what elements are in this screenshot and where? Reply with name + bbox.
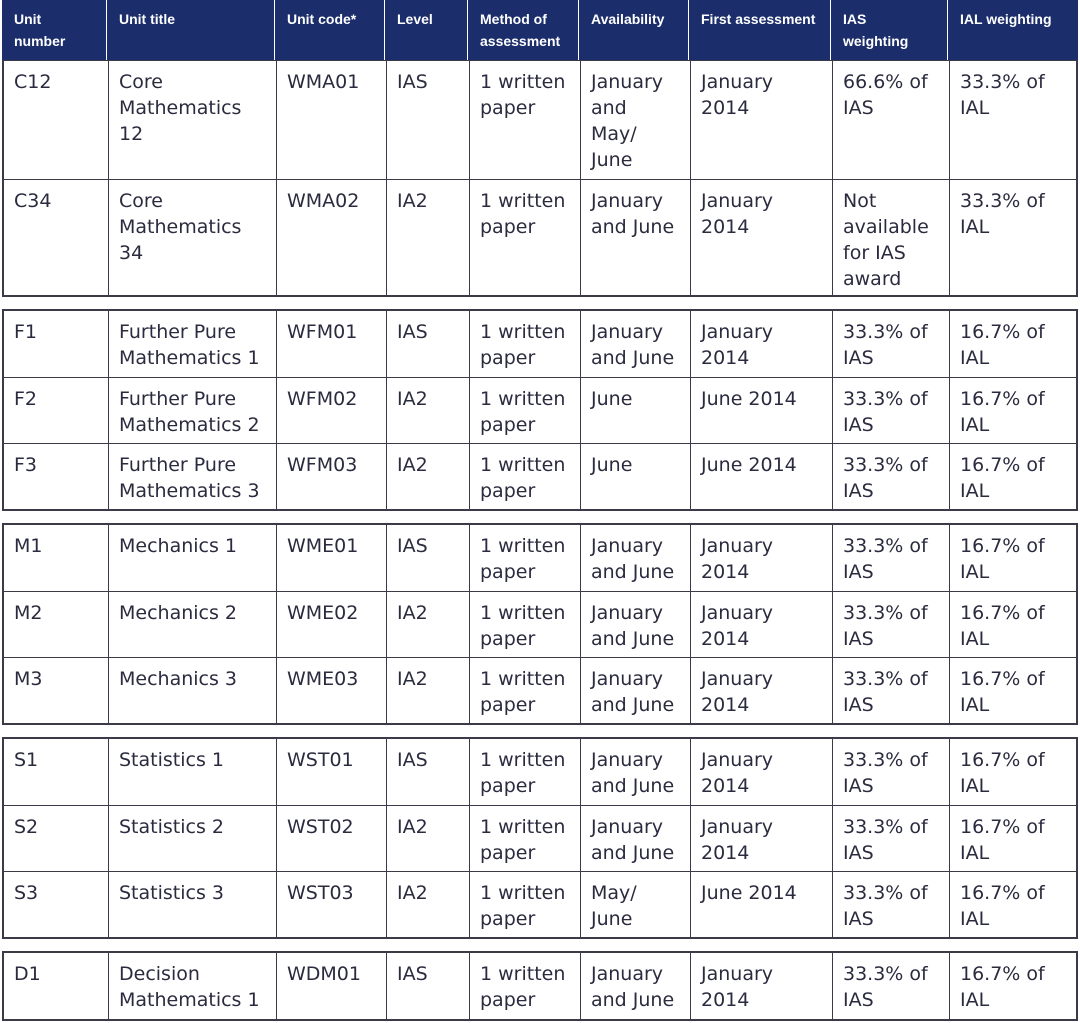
cell-method: 1 written paper — [470, 592, 581, 657]
cell-unit-code: WMA02 — [277, 180, 387, 295]
cell-availability: January and June — [581, 180, 691, 295]
cell-ial-weighting: 16.7% of IAL — [960, 602, 1045, 650]
table-row — [4, 443, 1076, 509]
table-row — [4, 871, 1076, 937]
cell-unit-title: Further Pure Mathematics 1 — [109, 311, 277, 377]
table-row — [4, 61, 1076, 179]
cell-ial-weighting: 16.7% of IAL — [960, 882, 1045, 930]
cell-unit-title: Core Mathematics 34 — [109, 180, 277, 295]
cell-first-assessment: January 2014 — [691, 953, 833, 1019]
cell-unit-number: C12 — [4, 61, 109, 179]
cell-ial-weighting: 33.3% of IAL — [960, 190, 1045, 238]
header-ial-weighting: IAL weighting — [960, 11, 1052, 27]
cell-availability: January and June — [581, 953, 691, 1019]
header-method: Method of assessment — [468, 0, 579, 60]
cell-ias-weighting: 33.3% of IAS — [833, 953, 950, 1019]
cell-ias-weighting: 33.3% of IAS — [833, 658, 950, 723]
table-row — [4, 591, 1076, 657]
header-availability: Availability — [579, 0, 689, 60]
cell-first-assessment: June 2014 — [691, 872, 833, 937]
cell-first-assessment: January 2014 — [691, 739, 833, 805]
cell-availability: June — [581, 444, 691, 509]
cell-unit-code: WFM02 — [277, 378, 387, 443]
header-ias-weighting: IAS weighting — [831, 0, 948, 60]
cell-ias-weighting: 33.3% of IAS — [833, 311, 950, 377]
cell-unit-code: WME01 — [277, 525, 387, 591]
cell-ias-weighting: 66.6% of IAS — [833, 61, 950, 179]
cell-unit-number: F3 — [4, 444, 109, 509]
cell-ial-weighting: 16.7% of IAL — [960, 454, 1045, 502]
cell-level: IAS — [387, 61, 470, 179]
cell-method: 1 written paper — [470, 953, 581, 1019]
cell-unit-title: Statistics 1 — [109, 739, 277, 805]
cell-unit-number: F2 — [4, 378, 109, 443]
table-row — [4, 311, 1076, 377]
table-group — [2, 523, 1078, 725]
cell-ias-weighting: 33.3% of IAS — [833, 525, 950, 591]
cell-first-assessment: January 2014 — [691, 525, 833, 591]
cell-method: 1 written paper — [470, 739, 581, 805]
cell-method: 1 written paper — [470, 311, 581, 377]
cell-first-assessment: June 2014 — [691, 378, 833, 443]
header-unit-number: Unit number — [2, 0, 107, 60]
table-body — [2, 60, 1078, 1021]
cell-unit-title: Decision Mathematics 1 — [109, 953, 277, 1019]
cell-ial-weighting: 16.7% of IAL — [960, 963, 1045, 1011]
cell-ias-weighting: 33.3% of IAS — [833, 806, 950, 871]
cell-ias-weighting: 33.3% of IAS — [833, 739, 950, 805]
cell-unit-title: Further Pure Mathematics 2 — [109, 378, 277, 443]
table-group — [2, 309, 1078, 511]
cell-ial-weighting: 16.7% of IAL — [960, 749, 1045, 797]
cell-ias-weighting: Not available for IAS award — [833, 180, 950, 295]
cell-ial-weighting: 16.7% of IAL — [960, 321, 1045, 369]
cell-first-assessment: January 2014 — [691, 61, 833, 179]
table-row — [4, 739, 1076, 805]
cell-level: IA2 — [387, 872, 470, 937]
cell-availability: June — [581, 378, 691, 443]
header-level: Level — [385, 0, 468, 60]
table-group — [2, 737, 1078, 939]
cell-unit-number: M2 — [4, 592, 109, 657]
cell-method: 1 written paper — [470, 658, 581, 723]
units-table — [2, 0, 1078, 1021]
cell-level: IA2 — [387, 444, 470, 509]
cell-availability: January and June — [581, 311, 691, 377]
cell-ial-weighting: 16.7% of IAL — [960, 388, 1045, 436]
cell-first-assessment: June 2014 — [691, 444, 833, 509]
cell-ial-weighting: 33.3% of IAL — [960, 71, 1045, 119]
cell-unit-title: Mechanics 2 — [109, 592, 277, 657]
cell-level: IA2 — [387, 378, 470, 443]
cell-unit-number: C34 — [4, 180, 109, 295]
cell-ial-weighting: 16.7% of IAL — [960, 816, 1045, 864]
cell-method: 1 written paper — [470, 378, 581, 443]
cell-availability: January and June — [581, 806, 691, 871]
cell-unit-number: F1 — [4, 311, 109, 377]
cell-availability: January and June — [581, 525, 691, 591]
cell-first-assessment: January 2014 — [691, 592, 833, 657]
cell-method: 1 written paper — [470, 806, 581, 871]
cell-ias-weighting: 33.3% of IAS — [833, 592, 950, 657]
table-group — [2, 951, 1078, 1021]
cell-method: 1 written paper — [470, 525, 581, 591]
cell-availability: January and June — [581, 592, 691, 657]
cell-unit-title: Statistics 2 — [109, 806, 277, 871]
cell-unit-title: Mechanics 3 — [109, 658, 277, 723]
cell-availability: May/ June — [581, 872, 691, 937]
cell-unit-title: Statistics 3 — [109, 872, 277, 937]
cell-method: 1 written paper — [470, 872, 581, 937]
cell-unit-number: D1 — [4, 953, 109, 1019]
table-group — [2, 60, 1078, 297]
cell-method: 1 written paper — [470, 61, 581, 179]
cell-first-assessment: January 2014 — [691, 180, 833, 295]
table-row — [4, 377, 1076, 443]
cell-unit-code: WFM01 — [277, 311, 387, 377]
table-row — [4, 657, 1076, 723]
cell-unit-title: Core Mathematics 12 — [109, 61, 277, 179]
header-first-assessment: First assessment — [689, 0, 831, 60]
cell-method: 1 written paper — [470, 180, 581, 295]
cell-availability: January and June — [581, 658, 691, 723]
cell-unit-code: WDM01 — [277, 953, 387, 1019]
cell-level: IAS — [387, 953, 470, 1019]
cell-level: IA2 — [387, 180, 470, 295]
cell-unit-code: WST03 — [277, 872, 387, 937]
cell-unit-number: M3 — [4, 658, 109, 723]
cell-first-assessment: January 2014 — [691, 311, 833, 377]
cell-first-assessment: January 2014 — [691, 806, 833, 871]
cell-unit-code: WMA01 — [277, 61, 387, 179]
cell-unit-number: S3 — [4, 872, 109, 937]
cell-ial-weighting: 16.7% of IAL — [960, 668, 1045, 716]
cell-ias-weighting: 33.3% of IAS — [833, 872, 950, 937]
cell-level: IA2 — [387, 806, 470, 871]
table-row — [4, 179, 1076, 295]
header-unit-code: Unit code* — [275, 0, 385, 60]
table-row — [4, 525, 1076, 591]
table-header — [2, 0, 1078, 60]
cell-first-assessment: January 2014 — [691, 658, 833, 723]
header-unit-title: Unit title — [107, 0, 275, 60]
cell-level: IAS — [387, 739, 470, 805]
cell-unit-number: S1 — [4, 739, 109, 805]
cell-ial-weighting: 16.7% of IAL — [960, 535, 1045, 583]
cell-unit-number: S2 — [4, 806, 109, 871]
cell-ias-weighting: 33.3% of IAS — [833, 444, 950, 509]
cell-unit-code: WFM03 — [277, 444, 387, 509]
cell-unit-title: Further Pure Mathematics 3 — [109, 444, 277, 509]
cell-method: 1 written paper — [470, 444, 581, 509]
cell-unit-code: WME02 — [277, 592, 387, 657]
table-row — [4, 953, 1076, 1019]
cell-availability: January and May/ June — [581, 61, 691, 179]
cell-level: IAS — [387, 311, 470, 377]
cell-unit-code: WME03 — [277, 658, 387, 723]
cell-level: IA2 — [387, 658, 470, 723]
cell-unit-code: WST02 — [277, 806, 387, 871]
table-row — [4, 805, 1076, 871]
cell-level: IA2 — [387, 592, 470, 657]
cell-unit-number: M1 — [4, 525, 109, 591]
cell-level: IAS — [387, 525, 470, 591]
cell-unit-code: WST01 — [277, 739, 387, 805]
cell-unit-title: Mechanics 1 — [109, 525, 277, 591]
cell-availability: January and June — [581, 739, 691, 805]
cell-ias-weighting: 33.3% of IAS — [833, 378, 950, 443]
